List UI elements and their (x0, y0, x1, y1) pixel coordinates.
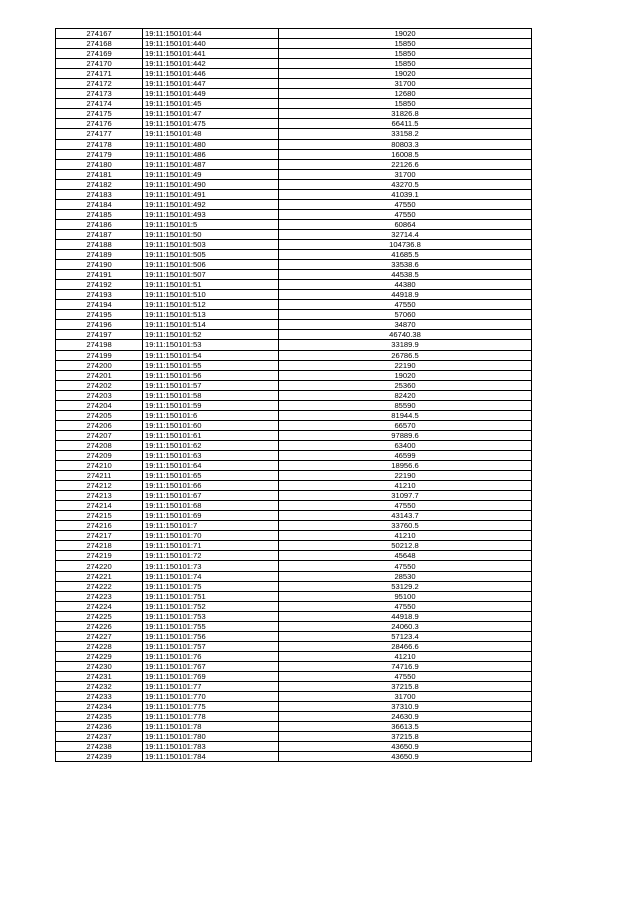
row-number-cell: 274188 (56, 239, 143, 249)
value-cell: 19020 (279, 69, 532, 79)
table-row (56, 722, 532, 732)
cadastral-number-cell: 19:11:150101:447 (143, 79, 279, 89)
row-number-cell: 274202 (56, 380, 143, 390)
table-row (56, 621, 532, 631)
value-cell: 41210 (279, 651, 532, 661)
table-row (56, 310, 532, 320)
row-number-cell: 274238 (56, 742, 143, 752)
table-row (56, 370, 532, 380)
cadastral-number-cell: 19:11:150101:7 (143, 521, 279, 531)
row-number-cell: 274210 (56, 461, 143, 471)
row-number-cell: 274196 (56, 320, 143, 330)
table-row (56, 99, 532, 109)
cadastral-number-cell: 19:11:150101:74 (143, 571, 279, 581)
value-cell: 41210 (279, 481, 532, 491)
table-row (56, 420, 532, 430)
table-row (56, 219, 532, 229)
value-cell: 104736.8 (279, 239, 532, 249)
table-row (56, 481, 532, 491)
row-number-cell: 274172 (56, 79, 143, 89)
cadastral-number-cell: 19:11:150101:5 (143, 219, 279, 229)
cadastral-number-cell: 19:11:150101:70 (143, 531, 279, 541)
table-row (56, 440, 532, 450)
cadastral-number-cell: 19:11:150101:73 (143, 561, 279, 571)
cadastral-number-cell: 19:11:150101:50 (143, 229, 279, 239)
data-table (55, 28, 532, 762)
row-number-cell: 274168 (56, 39, 143, 49)
row-number-cell: 274207 (56, 430, 143, 440)
value-cell: 41210 (279, 531, 532, 541)
row-number-cell: 274209 (56, 450, 143, 460)
table-row (56, 270, 532, 280)
row-number-cell: 274183 (56, 189, 143, 199)
value-cell: 22190 (279, 360, 532, 370)
table-row (56, 350, 532, 360)
table-row (56, 250, 532, 260)
table-row (56, 400, 532, 410)
cadastral-number-cell: 19:11:150101:784 (143, 752, 279, 762)
cadastral-number-cell: 19:11:150101:53 (143, 340, 279, 350)
cadastral-number-cell: 19:11:150101:503 (143, 239, 279, 249)
cadastral-number-cell: 19:11:150101:68 (143, 501, 279, 511)
value-cell: 47550 (279, 601, 532, 611)
table-row (56, 69, 532, 79)
row-number-cell: 274169 (56, 49, 143, 59)
cadastral-number-cell: 19:11:150101:75 (143, 581, 279, 591)
row-number-cell: 274178 (56, 139, 143, 149)
value-cell: 31826.8 (279, 109, 532, 119)
table-row (56, 511, 532, 521)
table-row (56, 561, 532, 571)
row-number-cell: 274228 (56, 641, 143, 651)
table-row (56, 229, 532, 239)
cadastral-number-cell: 19:11:150101:770 (143, 692, 279, 702)
table-row (56, 280, 532, 290)
cadastral-number-cell: 19:11:150101:767 (143, 661, 279, 671)
row-number-cell: 274231 (56, 672, 143, 682)
row-number-cell: 274236 (56, 722, 143, 732)
row-number-cell: 274226 (56, 621, 143, 631)
table-row (56, 189, 532, 199)
row-number-cell: 274235 (56, 712, 143, 722)
value-cell: 44380 (279, 280, 532, 290)
row-number-cell: 274173 (56, 89, 143, 99)
row-number-cell: 274212 (56, 481, 143, 491)
cadastral-number-cell: 19:11:150101:64 (143, 461, 279, 471)
value-cell: 26786.5 (279, 350, 532, 360)
cadastral-number-cell: 19:11:150101:492 (143, 199, 279, 209)
cadastral-number-cell: 19:11:150101:55 (143, 360, 279, 370)
row-number-cell: 274229 (56, 651, 143, 661)
cadastral-number-cell: 19:11:150101:512 (143, 300, 279, 310)
row-number-cell: 274182 (56, 179, 143, 189)
row-number-cell: 274214 (56, 501, 143, 511)
cadastral-number-cell: 19:11:150101:783 (143, 742, 279, 752)
cadastral-number-cell: 19:11:150101:757 (143, 641, 279, 651)
value-cell: 97889.6 (279, 430, 532, 440)
table-row (56, 300, 532, 310)
table-row (56, 450, 532, 460)
row-number-cell: 274171 (56, 69, 143, 79)
table-row (56, 119, 532, 129)
cadastral-number-cell: 19:11:150101:71 (143, 541, 279, 551)
table-row (56, 491, 532, 501)
value-cell: 43270.5 (279, 179, 532, 189)
cadastral-number-cell: 19:11:150101:475 (143, 119, 279, 129)
table-row (56, 179, 532, 189)
cadastral-number-cell: 19:11:150101:47 (143, 109, 279, 119)
cadastral-number-cell: 19:11:150101:751 (143, 591, 279, 601)
value-cell: 24630.9 (279, 712, 532, 722)
cadastral-number-cell: 19:11:150101:775 (143, 702, 279, 712)
row-number-cell: 274205 (56, 410, 143, 420)
table-row (56, 591, 532, 601)
table-row (56, 430, 532, 440)
table-row (56, 39, 532, 49)
table-row (56, 49, 532, 59)
cadastral-number-cell: 19:11:150101:756 (143, 631, 279, 641)
row-number-cell: 274181 (56, 169, 143, 179)
row-number-cell: 274213 (56, 491, 143, 501)
value-cell: 57123.4 (279, 631, 532, 641)
table-row (56, 631, 532, 641)
value-cell: 46599 (279, 450, 532, 460)
table-row (56, 59, 532, 69)
row-number-cell: 274195 (56, 310, 143, 320)
value-cell: 44918.9 (279, 290, 532, 300)
row-number-cell: 274179 (56, 149, 143, 159)
cadastral-number-cell: 19:11:150101:493 (143, 209, 279, 219)
value-cell: 22126.6 (279, 159, 532, 169)
row-number-cell: 274194 (56, 300, 143, 310)
row-number-cell: 274190 (56, 260, 143, 270)
table-row (56, 290, 532, 300)
value-cell: 82420 (279, 390, 532, 400)
value-cell: 24060.3 (279, 621, 532, 631)
cadastral-number-cell: 19:11:150101:491 (143, 189, 279, 199)
table-row (56, 79, 532, 89)
table-row (56, 390, 532, 400)
table-row (56, 199, 532, 209)
value-cell: 37215.8 (279, 732, 532, 742)
cadastral-number-cell: 19:11:150101:56 (143, 370, 279, 380)
value-cell: 33760.5 (279, 521, 532, 531)
table-row (56, 320, 532, 330)
table-row (56, 682, 532, 692)
row-number-cell: 274234 (56, 702, 143, 712)
cadastral-number-cell: 19:11:150101:72 (143, 551, 279, 561)
row-number-cell: 274198 (56, 340, 143, 350)
value-cell: 41685.5 (279, 250, 532, 260)
cadastral-number-cell: 19:11:150101:65 (143, 471, 279, 481)
value-cell: 95100 (279, 591, 532, 601)
value-cell: 43650.9 (279, 752, 532, 762)
row-number-cell: 274217 (56, 531, 143, 541)
row-number-cell: 274232 (56, 682, 143, 692)
row-number-cell: 274185 (56, 209, 143, 219)
value-cell: 15850 (279, 39, 532, 49)
row-number-cell: 274223 (56, 591, 143, 601)
cadastral-number-cell: 19:11:150101:778 (143, 712, 279, 722)
row-number-cell: 274208 (56, 440, 143, 450)
cadastral-number-cell: 19:11:150101:59 (143, 400, 279, 410)
table-row (56, 471, 532, 481)
value-cell: 15850 (279, 99, 532, 109)
cadastral-number-cell: 19:11:150101:442 (143, 59, 279, 69)
cadastral-number-cell: 19:11:150101:66 (143, 481, 279, 491)
row-number-cell: 274189 (56, 250, 143, 260)
table-row (56, 340, 532, 350)
row-number-cell: 274230 (56, 661, 143, 671)
row-number-cell: 274192 (56, 280, 143, 290)
table-row (56, 360, 532, 370)
value-cell: 47550 (279, 300, 532, 310)
table-row (56, 661, 532, 671)
row-number-cell: 274239 (56, 752, 143, 762)
cadastral-number-cell: 19:11:150101:67 (143, 491, 279, 501)
cadastral-number-cell: 19:11:150101:507 (143, 270, 279, 280)
table-row (56, 692, 532, 702)
row-number-cell: 274177 (56, 129, 143, 139)
table-row (56, 601, 532, 611)
row-number-cell: 274201 (56, 370, 143, 380)
value-cell: 81944.5 (279, 410, 532, 420)
row-number-cell: 274218 (56, 541, 143, 551)
cadastral-number-cell: 19:11:150101:510 (143, 290, 279, 300)
table-row (56, 732, 532, 742)
value-cell: 45648 (279, 551, 532, 561)
table-row (56, 89, 532, 99)
value-cell: 46740.38 (279, 330, 532, 340)
table-row (56, 209, 532, 219)
value-cell: 60864 (279, 219, 532, 229)
cadastral-number-cell: 19:11:150101:449 (143, 89, 279, 99)
value-cell: 31097.7 (279, 491, 532, 501)
row-number-cell: 274233 (56, 692, 143, 702)
cadastral-number-cell: 19:11:150101:78 (143, 722, 279, 732)
row-number-cell: 274187 (56, 229, 143, 239)
table-row (56, 672, 532, 682)
value-cell: 31700 (279, 79, 532, 89)
value-cell: 32714.4 (279, 229, 532, 239)
value-cell: 66411.5 (279, 119, 532, 129)
value-cell: 28466.6 (279, 641, 532, 651)
value-cell: 15850 (279, 59, 532, 69)
table-row (56, 611, 532, 621)
cadastral-number-cell: 19:11:150101:6 (143, 410, 279, 420)
value-cell: 12680 (279, 89, 532, 99)
row-number-cell: 274216 (56, 521, 143, 531)
row-number-cell: 274186 (56, 219, 143, 229)
cadastral-number-cell: 19:11:150101:62 (143, 440, 279, 450)
value-cell: 47550 (279, 501, 532, 511)
value-cell: 47550 (279, 209, 532, 219)
cadastral-number-cell: 19:11:150101:446 (143, 69, 279, 79)
value-cell: 43143.7 (279, 511, 532, 521)
value-cell: 63400 (279, 440, 532, 450)
value-cell: 47550 (279, 199, 532, 209)
value-cell: 16008.5 (279, 149, 532, 159)
table-row (56, 239, 532, 249)
table-row (56, 531, 532, 541)
cadastral-number-cell: 19:11:150101:752 (143, 601, 279, 611)
cadastral-number-cell: 19:11:150101:440 (143, 39, 279, 49)
table-row (56, 702, 532, 712)
cadastral-number-cell: 19:11:150101:44 (143, 29, 279, 39)
cadastral-number-cell: 19:11:150101:69 (143, 511, 279, 521)
cadastral-number-cell: 19:11:150101:506 (143, 260, 279, 270)
value-cell: 33189.9 (279, 340, 532, 350)
table-row (56, 541, 532, 551)
row-number-cell: 274175 (56, 109, 143, 119)
table-row (56, 330, 532, 340)
cadastral-number-cell: 19:11:150101:63 (143, 450, 279, 460)
value-cell: 34870 (279, 320, 532, 330)
value-cell: 66570 (279, 420, 532, 430)
cadastral-number-cell: 19:11:150101:514 (143, 320, 279, 330)
row-number-cell: 274211 (56, 471, 143, 481)
value-cell: 47550 (279, 561, 532, 571)
row-number-cell: 274204 (56, 400, 143, 410)
row-number-cell: 274170 (56, 59, 143, 69)
cadastral-number-cell: 19:11:150101:755 (143, 621, 279, 631)
value-cell: 19020 (279, 370, 532, 380)
value-cell: 25360 (279, 380, 532, 390)
value-cell: 22190 (279, 471, 532, 481)
row-number-cell: 274193 (56, 290, 143, 300)
value-cell: 37215.8 (279, 682, 532, 692)
row-number-cell: 274237 (56, 732, 143, 742)
cadastral-number-cell: 19:11:150101:52 (143, 330, 279, 340)
table-row (56, 260, 532, 270)
row-number-cell: 274215 (56, 511, 143, 521)
table-row (56, 461, 532, 471)
table-row (56, 742, 532, 752)
cadastral-number-cell: 19:11:150101:780 (143, 732, 279, 742)
value-cell: 28530 (279, 571, 532, 581)
value-cell: 33538.6 (279, 260, 532, 270)
value-cell: 41039.1 (279, 189, 532, 199)
cadastral-number-cell: 19:11:150101:57 (143, 380, 279, 390)
cadastral-number-cell: 19:11:150101:61 (143, 430, 279, 440)
cadastral-number-cell: 19:11:150101:54 (143, 350, 279, 360)
value-cell: 44918.9 (279, 611, 532, 621)
cadastral-number-cell: 19:11:150101:76 (143, 651, 279, 661)
row-number-cell: 274206 (56, 420, 143, 430)
row-number-cell: 274199 (56, 350, 143, 360)
row-number-cell: 274174 (56, 99, 143, 109)
value-cell: 85590 (279, 400, 532, 410)
cadastral-number-cell: 19:11:150101:486 (143, 149, 279, 159)
row-number-cell: 274221 (56, 571, 143, 581)
table-row (56, 752, 532, 762)
table-row (56, 129, 532, 139)
row-number-cell: 274203 (56, 390, 143, 400)
cadastral-number-cell: 19:11:150101:49 (143, 169, 279, 179)
value-cell: 57060 (279, 310, 532, 320)
cadastral-number-cell: 19:11:150101:441 (143, 49, 279, 59)
table-row (56, 380, 532, 390)
value-cell: 31700 (279, 692, 532, 702)
row-number-cell: 274225 (56, 611, 143, 621)
cadastral-number-cell: 19:11:150101:753 (143, 611, 279, 621)
data-table-body (56, 29, 532, 762)
cadastral-number-cell: 19:11:150101:513 (143, 310, 279, 320)
cadastral-number-cell: 19:11:150101:45 (143, 99, 279, 109)
table-row (56, 521, 532, 531)
value-cell: 80803.3 (279, 139, 532, 149)
value-cell: 44538.5 (279, 270, 532, 280)
row-number-cell: 274219 (56, 551, 143, 561)
value-cell: 43650.9 (279, 742, 532, 752)
value-cell: 53129.2 (279, 581, 532, 591)
value-cell: 18956.6 (279, 461, 532, 471)
table-row (56, 501, 532, 511)
table-row (56, 169, 532, 179)
table-row (56, 551, 532, 561)
cadastral-number-cell: 19:11:150101:60 (143, 420, 279, 430)
row-number-cell: 274176 (56, 119, 143, 129)
table-row (56, 159, 532, 169)
row-number-cell: 274191 (56, 270, 143, 280)
value-cell: 15850 (279, 49, 532, 59)
row-number-cell: 274184 (56, 199, 143, 209)
row-number-cell: 274220 (56, 561, 143, 571)
cadastral-number-cell: 19:11:150101:58 (143, 390, 279, 400)
cadastral-number-cell: 19:11:150101:77 (143, 682, 279, 692)
value-cell: 50212.8 (279, 541, 532, 551)
table-row (56, 149, 532, 159)
table-row (56, 651, 532, 661)
cadastral-number-cell: 19:11:150101:769 (143, 672, 279, 682)
row-number-cell: 274224 (56, 601, 143, 611)
value-cell: 74716.9 (279, 661, 532, 671)
cadastral-number-cell: 19:11:150101:51 (143, 280, 279, 290)
row-number-cell: 274197 (56, 330, 143, 340)
table-row (56, 581, 532, 591)
table-row (56, 712, 532, 722)
value-cell: 33158.2 (279, 129, 532, 139)
row-number-cell: 274222 (56, 581, 143, 591)
cadastral-number-cell: 19:11:150101:48 (143, 129, 279, 139)
value-cell: 36613.5 (279, 722, 532, 732)
row-number-cell: 274167 (56, 29, 143, 39)
cadastral-number-cell: 19:11:150101:480 (143, 139, 279, 149)
table-row (56, 29, 532, 39)
table-row (56, 410, 532, 420)
table-row (56, 109, 532, 119)
value-cell: 37310.9 (279, 702, 532, 712)
row-number-cell: 274200 (56, 360, 143, 370)
cadastral-number-cell: 19:11:150101:490 (143, 179, 279, 189)
cadastral-number-cell: 19:11:150101:505 (143, 250, 279, 260)
value-cell: 31700 (279, 169, 532, 179)
row-number-cell: 274227 (56, 631, 143, 641)
table-row (56, 571, 532, 581)
value-cell: 19020 (279, 29, 532, 39)
table-row (56, 139, 532, 149)
value-cell: 47550 (279, 672, 532, 682)
row-number-cell: 274180 (56, 159, 143, 169)
cadastral-number-cell: 19:11:150101:487 (143, 159, 279, 169)
table-row (56, 641, 532, 651)
